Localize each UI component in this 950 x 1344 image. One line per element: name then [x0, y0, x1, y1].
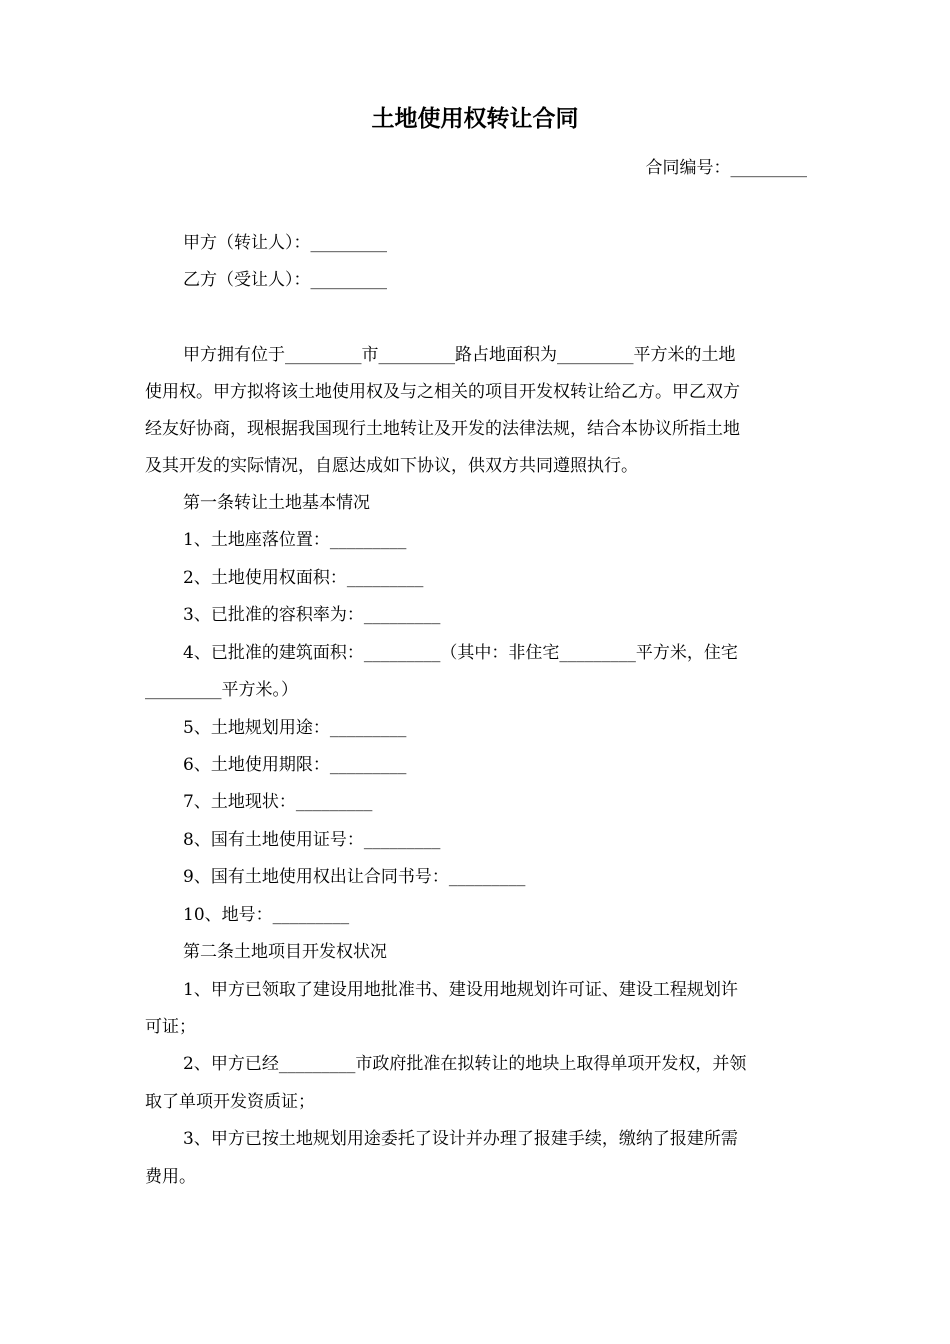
article1-item: 10、地号：_________ [183, 905, 350, 925]
article1-item: 6、土地使用期限：_________ [183, 755, 407, 775]
article1-item: 9、国有土地使用权出让合同书号：_________ [183, 867, 526, 887]
article1-heading: 第一条转让土地基本情况 [183, 493, 370, 513]
intro-paragraph-line: 甲方拥有位于_________市_________路占地面积为_________平方米的土地 [183, 345, 736, 365]
intro-paragraph-line: 使用权。甲方拟将该土地使用权及与之相关的项目开发权转让给乙方。甲乙双方 [145, 382, 740, 402]
article1-item: 2、土地使用权面积：_________ [183, 568, 424, 588]
article1-item-continued: _________平方米。） [145, 680, 298, 700]
article2-line: 费用。 [145, 1167, 196, 1187]
article1-item: 3、已批准的容积率为：_________ [183, 605, 441, 625]
document-title: 土地使用权转让合同 [371, 106, 579, 132]
party-b-line: 乙方（受让人）：_________ [183, 270, 387, 290]
intro-paragraph-line: 及其开发的实际情况，自愿达成如下协议，供双方共同遵照执行。 [145, 456, 638, 476]
article2-line: 1、甲方已领取了建设用地批准书、建设用地规划许可证、建设工程规划许 [183, 980, 738, 1000]
article2-heading: 第二条土地项目开发权状况 [183, 942, 387, 962]
contract-number: 合同编号：_________ [645, 158, 807, 178]
article2-line: 可证； [145, 1017, 196, 1037]
article1-item: 8、国有土地使用证号：_________ [183, 830, 441, 850]
article2-line: 3、甲方已按土地规划用途委托了设计并办理了报建手续，缴纳了报建所需 [183, 1129, 738, 1149]
article1-item: 4、已批准的建筑面积：_________（其中：非住宅_________平方米，住宅 [183, 643, 738, 663]
intro-paragraph-line: 经友好协商，现根据我国现行土地转让及开发的法律法规，结合本协议所指土地 [145, 419, 740, 439]
article1-item: 7、土地现状：_________ [183, 792, 373, 812]
article1-item: 5、土地规划用途：_________ [183, 718, 407, 738]
article2-line: 取了单项开发资质证； [145, 1092, 315, 1112]
article1-item: 1、土地座落位置：_________ [183, 530, 407, 550]
article2-line: 2、甲方已经_________市政府批准在拟转让的地块上取得单项开发权，并领 [183, 1054, 747, 1074]
party-a-line: 甲方（转让人）：_________ [183, 233, 387, 253]
